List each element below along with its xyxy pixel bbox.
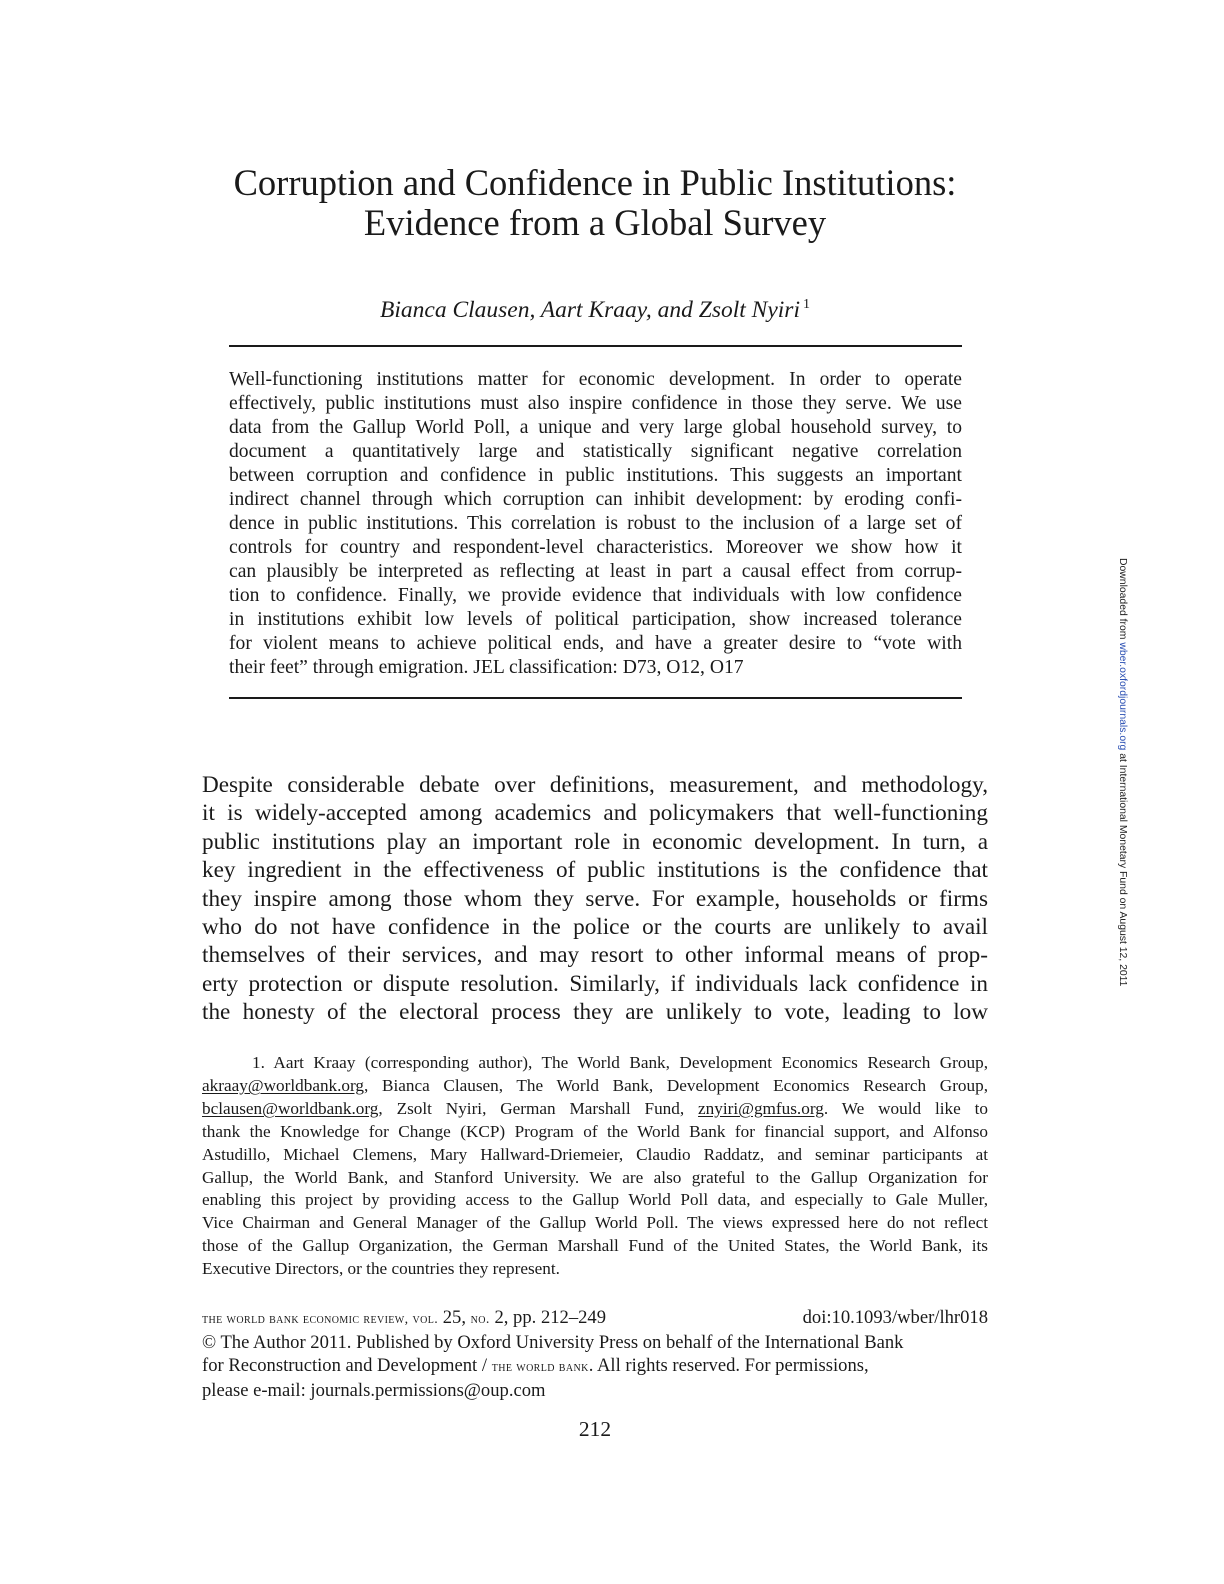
abstract-line: data from the Gallup World Poll, a unique and very large global household survey, to	[229, 417, 962, 438]
body-line: it is widely-accepted among academics and policymakers that well-functioning	[202, 800, 988, 827]
body-line: Despite considerable debate over definitions, measurement, and methodology,	[202, 772, 988, 798]
world-bank-sc: the world bank	[491, 1360, 589, 1375]
watermark-link[interactable]: wber.oxfordjournals.org	[1117, 642, 1128, 751]
body-line: key ingredient in the effectiveness of public institutions is the confidence that	[202, 857, 988, 884]
journal-issue-pages: 2, pp. 212–249	[489, 1307, 607, 1328]
abstract-line: Well-functioning institutions matter for economic development. In order to operate	[229, 369, 962, 390]
abstract-bottom-rule	[229, 697, 962, 699]
footnote-line: enabling this project by providing access to the Gallup World Poll data, and especially to Gale Muller,	[202, 1190, 988, 1210]
copyright-line: © The Author 2011. Published by Oxford University Press on behalf of the International Bank	[202, 1332, 904, 1353]
abstract-line: can plausibly be interpreted as reflecting at least in part a causal effect from corrup-	[229, 561, 962, 582]
abstract-line: in institutions exhibit low levels of political participation, show increased tolerance	[229, 609, 962, 630]
footnote-line: Executive Directors, or the countries they represent.	[202, 1259, 560, 1279]
footnote-line: Gallup, the World Bank, and Stanford University. We are also grateful to the Gallup Organization for	[202, 1167, 988, 1187]
citation-row	[202, 1306, 988, 1331]
footnote-line	[202, 1098, 988, 1121]
author-footnote-mark[interactable]: 1	[802, 297, 810, 312]
rights-text: for Reconstruction and Development /	[202, 1355, 492, 1376]
body-paragraph	[202, 771, 988, 1027]
footnote-text: . We would like to	[823, 1098, 988, 1118]
footnote	[202, 1052, 988, 1281]
journal-name: the world bank economic review, vol.	[202, 1312, 439, 1327]
paper-title	[150, 163, 1040, 243]
abstract-line: document a quantitatively large and statistically significant negative correlation	[229, 441, 962, 462]
rights-line	[202, 1354, 988, 1379]
title-line-1: Corruption and Confidence in Public Institutions:	[233, 162, 957, 203]
download-watermark	[1110, 558, 1128, 1018]
body-line: themselves of their services, and may resort to other informal means of prop-	[202, 942, 988, 969]
body-line: they inspire among those whom they serve. For example, households or firms	[202, 885, 988, 912]
rights-text-end: . All rights reserved. For permissions,	[588, 1355, 869, 1376]
abstract-line: tion to confidence. Finally, we provide evidence that individuals with low confidence	[229, 585, 962, 606]
body-line: who do not have confidence in the police or the courts are unlikely to avail	[202, 914, 988, 941]
page-number: 212	[578, 1417, 612, 1441]
body-line: erty protection or dispute resolution. Similarly, if individuals lack confidence in	[202, 970, 988, 997]
title-line-2: Evidence from a Global Survey	[363, 202, 827, 243]
footnote-line: thank the Knowledge for Change (KCP) Program of the World Bank for financial support, and Alfonso	[202, 1121, 988, 1141]
footnote-line: Vice Chairman and General Manager of the Gallup World Poll. The views expressed here do not reflect	[202, 1213, 988, 1233]
journal-info	[202, 1306, 988, 1402]
abstract-line: indirect channel through which corruption can inhibit development: by eroding confi-	[229, 489, 962, 510]
footnote-text: , Zsolt Nyiri, German Marshall Fund,	[378, 1098, 699, 1118]
body-line: the honesty of the electoral process they are unlikely to vote, leading to low	[202, 999, 988, 1026]
journal-volume: 25,	[438, 1307, 471, 1328]
abstract-top-rule	[229, 345, 962, 347]
author-list	[150, 290, 1040, 325]
email-link-clausen[interactable]: bclausen@worldbank.org	[202, 1098, 379, 1118]
abstract-line: dence in public institutions. This correlation is robust to the inclusion of a large set of	[229, 513, 962, 534]
abstract	[229, 368, 962, 680]
journal-no-label: no.	[470, 1312, 490, 1327]
footnote-line: those of the Gallup Organization, the German Marshall Fund of the United States, the World Bank, its	[202, 1236, 988, 1256]
body-line: public institutions play an important role in economic development. In turn, a	[202, 828, 988, 855]
footnote-line: 1. Aart Kraay (corresponding author), The World Bank, Development Economics Research Group,	[252, 1053, 988, 1072]
abstract-line: between corruption and confidence in public institutions. This suggests an important	[229, 465, 962, 486]
footnote-text: , Bianca Clausen, The World Bank, Development Economics Research Group,	[364, 1075, 988, 1095]
abstract-line: controls for country and respondent-level characteristics. Moreover we show how it	[229, 537, 962, 558]
email-link-kraay[interactable]: akraay@worldbank.org	[202, 1075, 365, 1095]
email-link-nyiri[interactable]: znyiri@gmfus.org	[698, 1098, 824, 1118]
watermark-suffix: at International Monetary Fund on August 12, 2011	[1117, 750, 1128, 987]
footnote-line	[202, 1075, 988, 1098]
abstract-line: their feet” through emigration. JEL classification: D73, O12, O17	[229, 657, 744, 678]
authors-text: Bianca Clausen, Aart Kraay, and Zsolt Nyiri	[380, 297, 800, 323]
citation	[202, 1306, 606, 1331]
watermark-prefix: Downloaded from	[1117, 558, 1128, 643]
abstract-line: for violent means to achieve political ends, and have a greater desire to “vote with	[229, 633, 962, 654]
footnote-line: Astudillo, Michael Clemens, Mary Hallward-Driemeier, Claudio Raddatz, and seminar participants at	[202, 1144, 988, 1164]
abstract-line: effectively, public institutions must also inspire confidence in those they serve. We use	[229, 393, 962, 414]
doi[interactable]: doi:10.1093/wber/lhr018	[802, 1307, 988, 1328]
permissions-line: please e-mail: journals.permissions@oup.com	[202, 1380, 546, 1401]
